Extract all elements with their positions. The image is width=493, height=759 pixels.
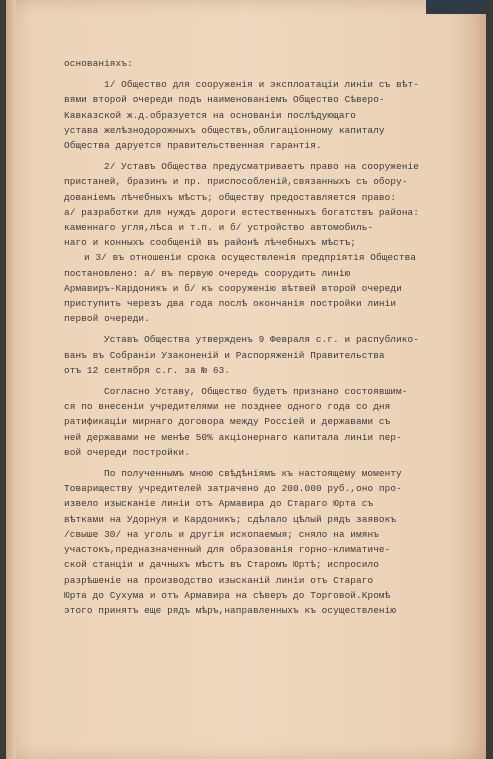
- text-line: Согласно Уставу, Общество будетъ признано состоявшим-: [104, 386, 408, 398]
- text-line: По полученнымъ мною свѣдѣнiямъ къ настоящему моменту: [104, 468, 402, 480]
- text-line: устава желѣзнодорожныхъ обществъ,облигацiонному капиталу: [64, 124, 385, 136]
- text-line: основанiяхъ:: [64, 58, 133, 69]
- text-line: извело изысканiе линiи отъ Армавира до Стараго Юрта съ: [64, 498, 374, 510]
- text-line: постановлено: а/ въ первую очередь соорудить линiю: [64, 267, 351, 279]
- text-line: ся по внесенiи учредителями не позднее одного года со дня: [64, 401, 391, 413]
- text-line: вѣтками на Удорнуя и Кардоникъ; сдѣлало цѣлый рядъ заявокъ: [64, 513, 397, 525]
- text-line: 2/ Уставъ Общества предусматриваетъ право на сооруженiе: [104, 161, 419, 173]
- text-line: а/ разработки для нуждъ дороги естественныхъ богатствъ района:: [64, 206, 420, 218]
- text-line: этого принятъ еще рядъ мѣръ,направленныхъ къ осуществленiю: [64, 604, 397, 616]
- document-body: [64, 56, 482, 618]
- text-line: Армавиръ-Кардоникъ и б/ къ сооруженiю вѣтвей второй очереди: [64, 282, 402, 294]
- text-line: Юрта до Сухума и отъ Армавира на сѣверъ до Торговой.Кромѣ: [64, 589, 391, 601]
- text-line: разрѣшенiе на производство изысканiй линiи отъ Стараго: [64, 574, 374, 586]
- text-line: ней державами не менѣе 50% акцiонернаго капитала линiи пер-: [64, 431, 402, 443]
- text-line: и 3/ въ отношенiи срока осуществленiя предпрiятiя Общества: [84, 252, 417, 264]
- text-line: 1/ Общество для сооруженiя и эксплоатацiи линiи съ вѣт-: [104, 79, 419, 91]
- text-line: ратификацiи мирнаго договора между Россiей и державами съ: [64, 416, 391, 428]
- text-line: отъ 12 сентября с.г. за № 63.: [64, 364, 231, 376]
- text-line: Товариществу учредителей затрачено до 200.000 руб.,оно про-: [64, 483, 402, 495]
- text-line: первой очереди.: [64, 313, 150, 325]
- text-line: дованiемъ лѣчебныхъ мѣстъ; обществу предоставляется право:: [64, 191, 397, 203]
- text-line: вой очереди постройки.: [64, 446, 190, 458]
- text-line: ванъ въ Собранiи Узаконенiй и Распоряженiй Правительства: [64, 349, 385, 361]
- text-line: участокъ,предназначенный для образованiя горно-климатиче-: [64, 544, 391, 556]
- text-line: /свыше 30/ на уголь и другiя ископаемыя; сняло на имянъ: [64, 528, 379, 540]
- text-line: вями второй очереди подъ наименованiемъ Общество Сѣверо-: [64, 94, 385, 106]
- text-line: ской станцiи и дачныхъ мѣстъ въ Старомъ Юртѣ; испросило: [64, 559, 379, 571]
- text-line: Кавказской ж.д.образуется на основанiи послѣдующаго: [64, 109, 357, 121]
- text-line: пристаней, бразинъ и пр. приспособленiй,связанныхъ съ обору-: [64, 176, 408, 188]
- text-line: Общества даруется правительственная гарантiя.: [64, 140, 322, 152]
- text-line: приступить черезъ два года послѣ окончанiя постройки линiи: [64, 298, 397, 310]
- document-page: [6, 0, 486, 759]
- page-edge: [6, 0, 16, 759]
- text-line: наго и конныхъ сообщенiй въ районѣ лѣчебныхъ мѣстъ;: [64, 237, 357, 249]
- text-line: каменнаго угля,лѣса и т.п. и б/ устройство автомобиль-: [64, 222, 374, 234]
- binder-corner: [426, 0, 486, 14]
- text-line: Уставъ Общества утвержденъ 9 Февраля с.г. и распублико-: [104, 334, 419, 346]
